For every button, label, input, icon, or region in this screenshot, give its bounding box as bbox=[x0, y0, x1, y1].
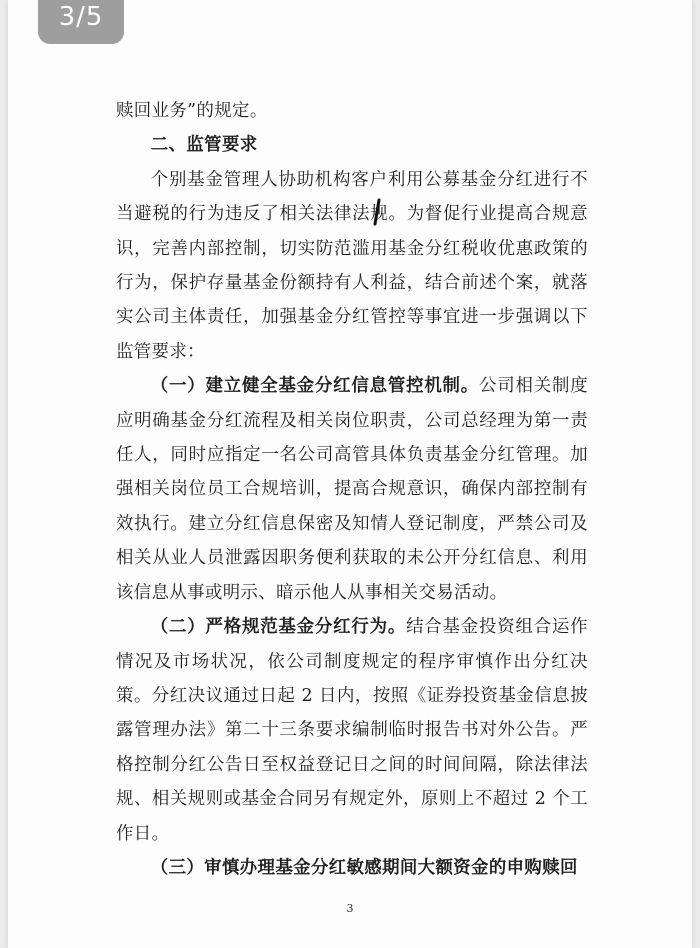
section-2-title: （二）严格规范基金分红行为。 bbox=[150, 617, 407, 638]
section-2-body: 结合基金投资组合运作情况及市场状况，依公司制度规定的程序审慎作出分红决策。分红决议通过日起 2 日内，按照《证券投资基金信息披露管理办法》第二十三条要求编制临时报告书对外公告。严格控制分红公告日至权益登记日之间的时间间隔，除法律法规、相关规则或基金合同另有规定外，原则上不超过 2 个工作日。 bbox=[116, 617, 588, 844]
paragraph-intro: 个别基金管理人协助机构客户利用公募基金分红进行不当避税的行为违反了相关法律法规。为督促行业提高合规意识，完善内部控制，切实防范滥用基金分红税收优惠政策的行为，保护存量基金份额持有人利益，结合前述个案，就落实公司主体责任，加强基金分红管控等事宜进一步强调以下监管要求： bbox=[116, 169, 588, 362]
pen-mark-icon bbox=[370, 198, 384, 226]
section-3-title: （三）审慎办理基金分红敏感期间大额资金的申购赎回 bbox=[150, 857, 578, 878]
paragraph-section-3 bbox=[116, 851, 588, 885]
page-indicator-text: 3/5 bbox=[58, 2, 104, 32]
section-1-title: （一）建立健全基金分红信息管控机制。 bbox=[150, 376, 480, 397]
document-body bbox=[116, 94, 588, 885]
page-indicator-badge bbox=[38, 0, 124, 44]
paragraph-section-2 bbox=[116, 610, 588, 851]
section-heading: 二、监管要求 bbox=[150, 135, 258, 156]
paragraph-continuation: 赎回业务”的规定。 bbox=[116, 101, 268, 121]
section-1-body: 公司相关制度应明确基金分红流程及相关岗位职责，公司总经理为第一责任人，同时应指定一名公司高管具体负责基金分红管理。加强相关岗位员工合规培训，提高合规意识，确保内部控制有效执行。建立分红信息保密及知情人登记制度，严禁公司及相关从业人员泄露因职务便利获取的未公开分红信息、利用该信息从事或明示、暗示他人从事相关交易活动。 bbox=[116, 376, 588, 603]
page-number: 3 bbox=[346, 902, 354, 915]
paragraph-section-1 bbox=[116, 369, 588, 610]
